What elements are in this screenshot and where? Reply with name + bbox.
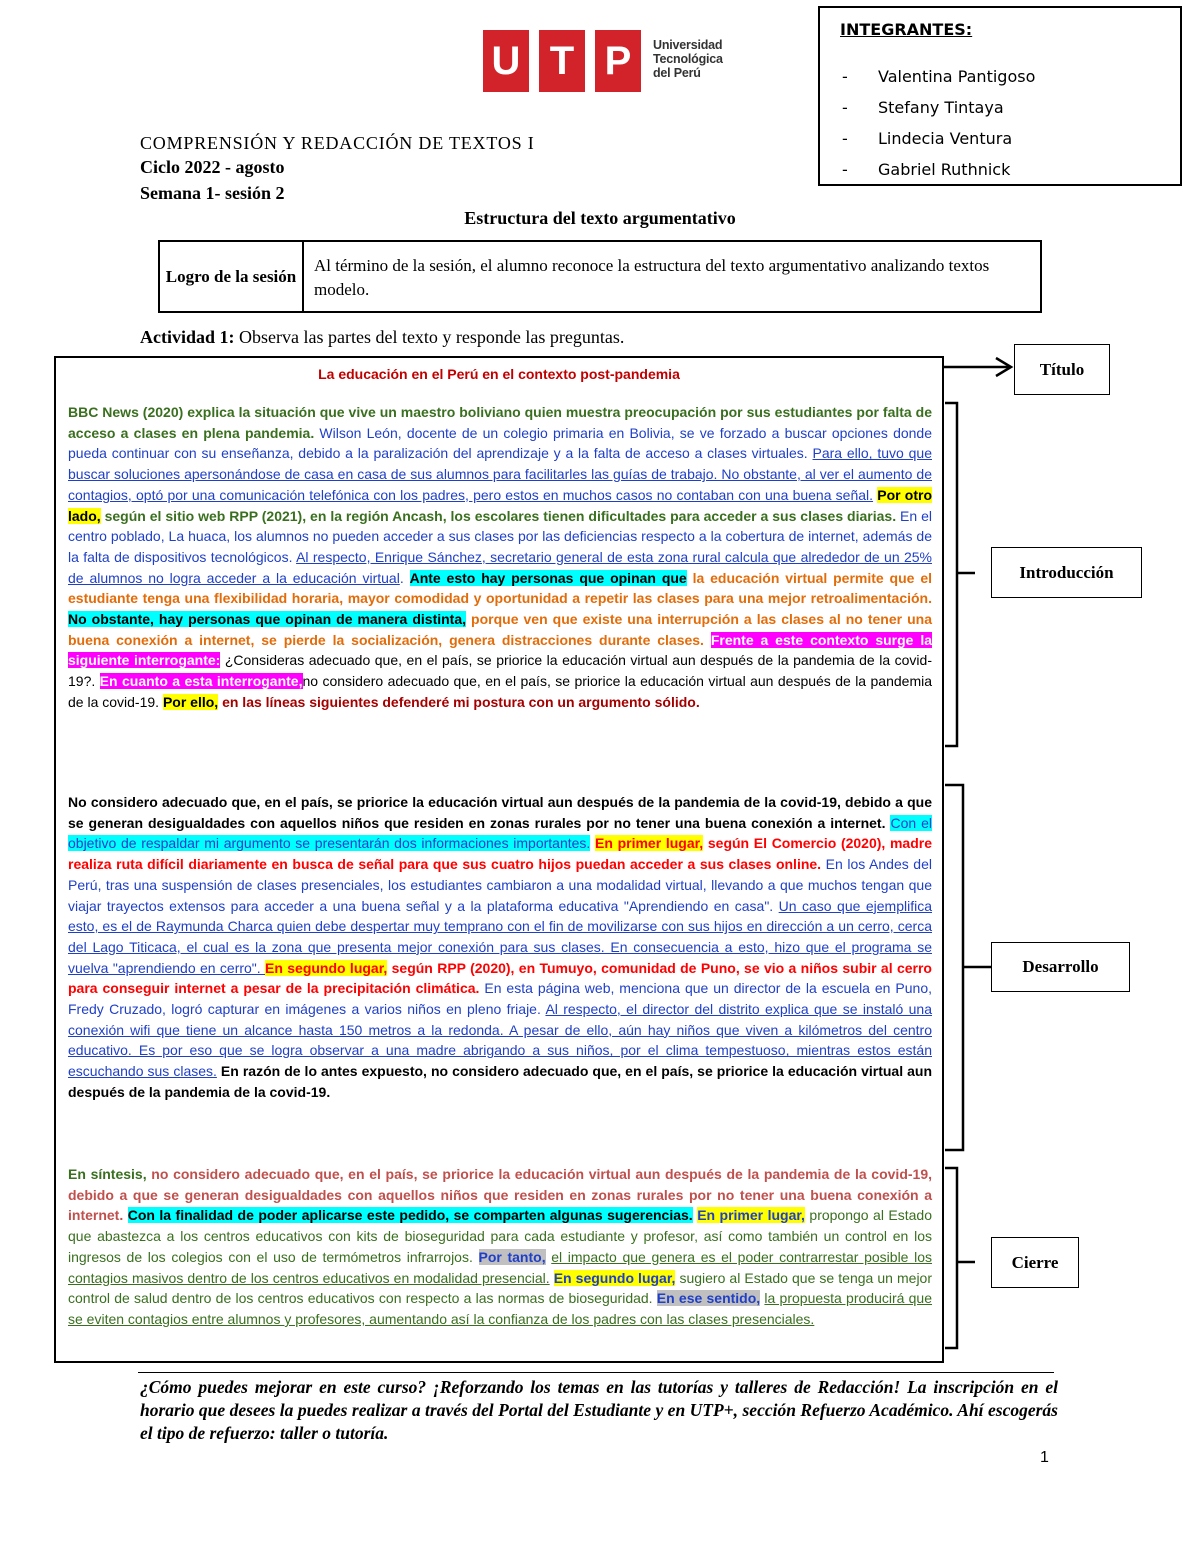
development-bracket	[945, 785, 963, 1150]
bullet-dash: -	[842, 129, 848, 148]
intro-span: en las líneas siguientes defenderé mi postura con un argumento sólido.	[218, 693, 700, 710]
integrantes-list	[842, 66, 1035, 190]
intro-span: Wilson León, docente de un colegio primaria en Bolivia, se ve forzado a buscar opciones donde pueda continuar con su enseñanza, debido a la paralización del aprendizaje y a la falta de acceso a clases virtuales.	[68, 424, 933, 462]
intro-span: no considero adecuado que, en el país, se priorice la educación virtual aun después de la pandemia de la covid-19.	[68, 673, 933, 710]
logro-table	[158, 240, 1042, 313]
logo-line-1: Universidad	[653, 38, 723, 52]
intro-span: según el sitio web RPP (2021), en la región Ancash, los escolares tienen dificultades para acceder a sus clases diarias.	[100, 507, 897, 524]
label-titulo: Título	[1014, 344, 1110, 395]
activity-instruction	[140, 327, 624, 348]
dev-span: Al respecto, el director del distrito explica que se instaló una conexión wifi que tiene un alcance hasta 150 metros a la redonda. A pesar de ello, aún hay niños que viven a kilómetros del centro educativo. Es por eso que se logra observar a una madre abrigando a sus niños, por el clima tempestuoso, mientras estos están escuchando sus clases.	[68, 1001, 933, 1080]
bullet-dash: -	[842, 160, 848, 179]
intro-span: Al respecto, Enrique Sánchez, secretario general de esta zona rural calcula que alrededor de un 25% de alumnos no logra acceder a la educación virtual	[68, 548, 932, 586]
connector-highlight: En primer lugar,	[697, 1207, 805, 1224]
member-name: Gabriel Ruthnick	[878, 160, 1011, 179]
intro-span: BBC News (2020) explica la situación que vive un maestro boliviano quien muestra preocupación por sus estudiantes por falta de acceso a clases en plena pandemia.	[68, 404, 932, 441]
bullet-dash: -	[842, 98, 848, 117]
connector-highlight: En primer lugar,	[595, 835, 704, 852]
closing-span: propongo al Estado que abastezca a los centros educativos con kits de bioseguridad para cada estudiante y profesor, así como también un control en los ingresos de los colegios con el uso de termómetros infrarrojos.	[68, 1207, 932, 1265]
intro-span: En el centro poblado, La huaca, los alumnos no pueden acceder a sus clases por las deficiencias respecto a la cobertura de internet, además de la falta de dispositivos tecnológicos.	[68, 507, 932, 565]
logo-wordmark	[653, 38, 723, 80]
closing-bracket	[945, 1168, 957, 1348]
dev-span: Un caso que ejemplifica esto, es el de Raymunda Charca quien debe despertar muy temprano con el fin de movilizarse con sus hijos en dirección a un cerro, cerca del Lago Titicaca, el cual es la zona que presenta mejor conexión para sus clases. En consecuencia a esto, hizo que el programa se vuelva "aprendiendo en cerro".	[68, 897, 932, 976]
logo-letter-u: U	[483, 30, 529, 92]
logo-letter-t: T	[539, 30, 585, 92]
page-number: 1	[1040, 1449, 1049, 1466]
label-desarrollo: Desarrollo	[991, 942, 1130, 992]
footer-note: ¿Cómo puedes mejorar en este curso? ¡Reforzando los temas en las tutorías y talleres de Redacción! La inscripción en el horario que desees la puedes realizar a través del Portal del Estudiante y en UTP+, sección Refuerzo Académico. Ahí escogerás el tipo de refuerzo: taller o tutoría.	[140, 1377, 1058, 1443]
connector-highlight: Con el objetivo de respaldar mi argumento se presentarán dos informaciones importantes.	[68, 814, 932, 852]
member-name: Stefany Tintaya	[878, 98, 1004, 117]
text-title: La educación en el Perú en el contexto post-pandemia	[318, 366, 680, 382]
intro-span: Para ello, tuvo que buscar soluciones apersonándose de casa en casa de sus alumnos para facilitarles las guías de trabajo. No obstante, al ver el aumento de contagios, optó por una comunicación telefónica con los padres, pero estos en muchos casos no contaban con una buena señal.	[68, 445, 932, 503]
development-paragraph	[68, 792, 932, 1103]
connector-highlight: Por otro lado,	[68, 486, 932, 524]
activity-text: Observa las partes del texto y responde las preguntas.	[234, 327, 625, 347]
closing-span: En síntesis,	[68, 1166, 147, 1182]
label-introduccion: Introducción	[991, 547, 1142, 598]
connector-highlight: Por tanto,	[478, 1248, 546, 1265]
member-name: Valentina Pantigoso	[878, 67, 1036, 86]
logro-text: Al término de la sesión, el alumno reconoce la estructura del texto argumentativo analizando textos modelo.	[314, 256, 990, 299]
connector-highlight: En segundo lugar,	[265, 959, 388, 976]
course-week: Semana 1- sesión 2	[140, 183, 285, 203]
connector-highlight: En cuanto a esta interrogante,	[99, 673, 303, 690]
course-title: COMPRENSIÓN Y REDACCIÓN DE TEXTOS I	[140, 133, 535, 153]
course-cycle: Ciclo 2022 - agosto	[140, 157, 285, 177]
intro-span: .	[399, 569, 410, 586]
integrantes-box	[818, 6, 1182, 186]
bullet-dash: -	[842, 67, 848, 86]
logo-line-2: Tecnológica	[653, 52, 723, 66]
dev-span: En razón de lo antes expuesto, no considero adecuado que, en el país, se priorice la educación virtual aun después de la pandemia de la covid-19.	[68, 1063, 932, 1100]
member-item	[842, 97, 1035, 128]
utp-logo	[483, 30, 728, 94]
closing-span: la propuesta producirá que se eviten contagios entre alumnos y profesores, aumentando así la confianza de los padres con las clases presenciales.	[68, 1290, 933, 1327]
closing-paragraph	[68, 1164, 932, 1330]
member-item	[842, 66, 1035, 97]
intro-span: la educación virtual permite que el estudiante tenga una flexibilidad horaria, mayor comodidad y oportunidad a repetir las clases para una mejor retroalimentación.	[68, 569, 932, 607]
dev-span: En los Andes del Perú, tras una suspensión de clases presenciales, los estudiantes cambiaron a una modalidad virtual, llevando a que muchos tengan que viajar trayectos extensos para acceder a una buena señal y a la plataforma educativa "Aprendiendo en casa".	[68, 856, 932, 914]
structure-title: Estructura del texto argumentativo	[464, 208, 736, 228]
connector-highlight: Con la finalidad de poder aplicarse este pedido, se comparten algunas sugerencias.	[127, 1207, 693, 1224]
footer-divider	[138, 1372, 1054, 1373]
logo-line-3: del Perú	[653, 66, 701, 80]
member-name: Lindecia Ventura	[878, 129, 1013, 148]
title-arrow-head	[996, 358, 1011, 376]
connector-highlight: Frente a este contexto surge la siguiente interrogante:	[68, 631, 932, 669]
intro-span: ¿Consideras adecuado que, en el país, se priorice la educación virtual aun después de la pandemia de la covid-19?.	[68, 652, 932, 690]
argumentative-text-box	[54, 356, 944, 1363]
dev-span: según El Comercio (2020), madre realiza ruta difícil diariamente en busca de señal para que sus cuatro hijos puedan acceder a sus clases online.	[68, 835, 933, 873]
connector-highlight: En ese sentido,	[656, 1290, 761, 1307]
integrantes-heading: INTEGRANTES:	[840, 20, 973, 39]
intro-span: porque ven que existe una interrupción a las clases al no tener una buena conexión a internet, se pierde la socialización, genera distracciones durante clases.	[68, 611, 933, 648]
connector-highlight: Ante esto hay personas que opinan que	[409, 569, 687, 586]
closing-span: sugiero al Estado que se tenga un mejor control de salud dentro de los centros educativos con respecto a las normas de bioseguridad.	[68, 1269, 932, 1307]
dev-span: No considero adecuado que, en el país, se priorice la educación virtual aun después de la pandemia de la covid-19, debido a que se generan desigualdades con aquellos niños que residen en zonas rurales por no tener una buena conexión a internet.	[68, 794, 932, 831]
member-item	[842, 128, 1035, 159]
closing-span: el impacto que genera es el poder contrarrestar posible los contagios masivos dentro de los centros educativos en modalidad presencial.	[68, 1248, 933, 1286]
closing-span: no considero adecuado que, en el país, se priorice la educación virtual aun después de la pandemia de la covid-19, debido a que se generan desigualdades con aquellos niños que residen en zonas rurales por no tener una buena conexión a internet.	[68, 1166, 932, 1224]
connector-highlight: No obstante, hay personas que opinan de manera distinta,	[68, 611, 467, 628]
logo-letter-p: P	[595, 30, 641, 92]
dev-span: En esta página web, menciona que un director de la escuela en Puno, Fredy Cruzado, logró capturar en imágenes a varios niños en pleno friaje.	[68, 980, 932, 1018]
connector-highlight: Por ello,	[162, 693, 219, 710]
dev-span: según RPP (2020), en Tumuyo, comunidad de Puno, se vio a niños subir al cerro para conseguir internet a pesar de la precipitación climática.	[68, 959, 932, 997]
connector-highlight: En segundo lugar,	[553, 1269, 676, 1286]
logro-label: Logro de la sesión	[160, 242, 304, 311]
label-cierre: Cierre	[991, 1237, 1079, 1288]
member-item	[842, 159, 1035, 190]
intro-paragraph	[68, 402, 932, 713]
intro-bracket	[945, 403, 957, 746]
activity-label: Actividad 1:	[140, 327, 235, 347]
